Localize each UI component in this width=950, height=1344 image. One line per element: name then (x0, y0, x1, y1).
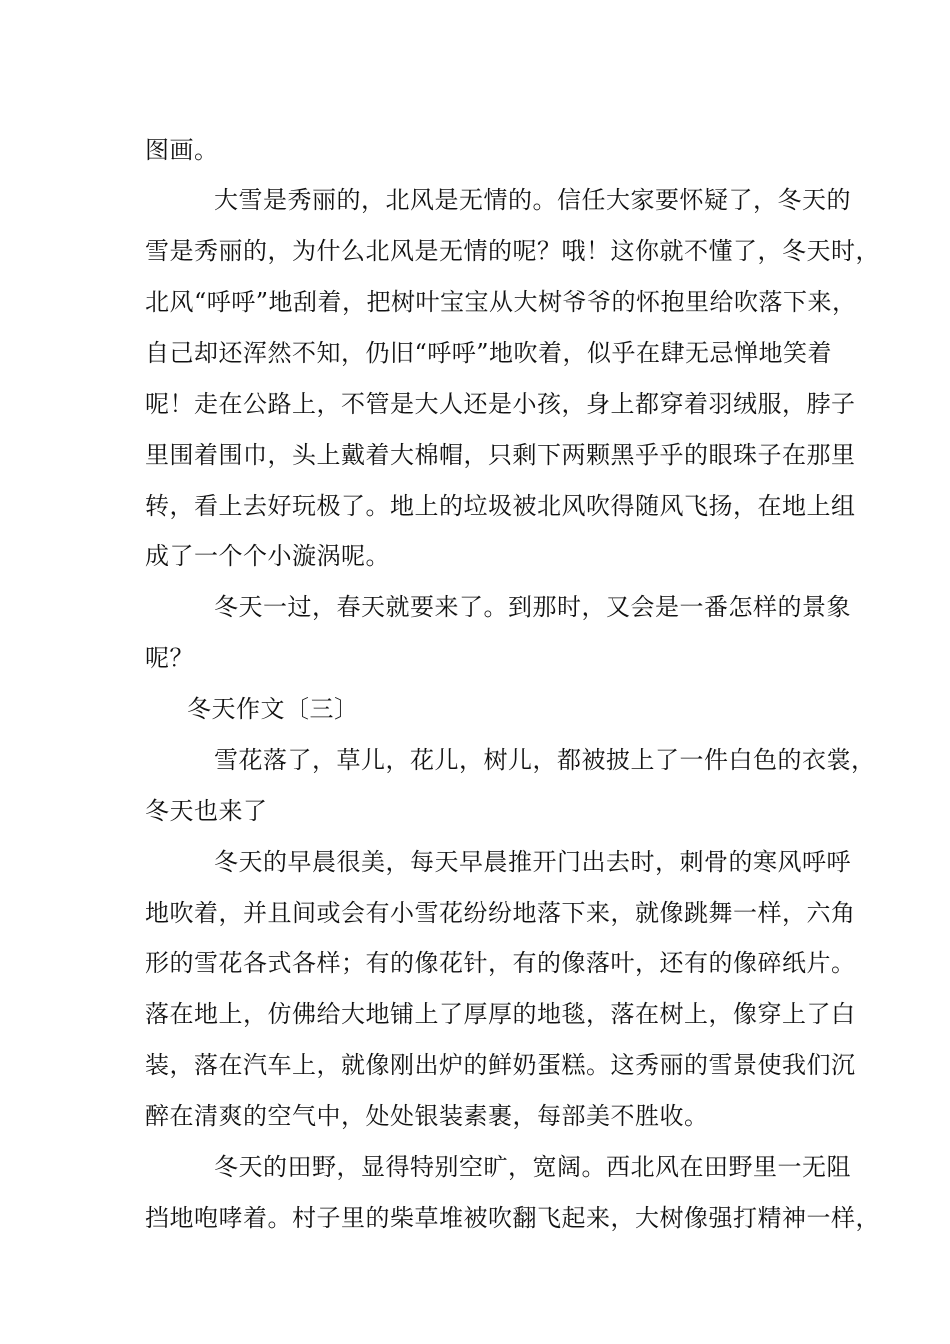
text-line: 地吹着，并且间或会有小雪花纷纷地落下来，就像跳舞一样，六角 (145, 899, 856, 927)
text-line: 形的雪花各式各样；有的像花针，有的像落叶，还有的像碎纸片。 (145, 949, 856, 977)
text-line: 成了一个个小漩涡呢。 (145, 542, 390, 570)
paragraph-start-line: 冬天的早晨很美，每天早晨推开门出去时，刺骨的寒风呼呼 (214, 848, 851, 876)
paragraph-start-line: 冬天一过，春天就要来了。到那时，又会是一番怎样的景象 (214, 593, 851, 621)
paragraph-start-line: 雪花落了，草儿，花儿，树儿，都被披上了一件白色的衣裳， (214, 746, 876, 774)
text-line: 呢？ (145, 644, 194, 672)
text-line: 雪是秀丽的，为什么北风是无情的呢？哦！这你就不懂了，冬天时， (145, 237, 880, 265)
text-line: 呢！走在公路上，不管是大人还是小孩，身上都穿着羽绒服，脖子 (145, 390, 856, 418)
section-heading: 冬天作文〔三〕 (187, 695, 359, 723)
text-line: 北风“呼呼”地刮着，把树叶宝宝从大树爷爷的怀抱里给吹落下来， (145, 288, 857, 316)
paragraph-start-line: 大雪是秀丽的，北风是无情的。信任大家要怀疑了，冬天的 (214, 186, 851, 214)
text-line: 冬天也来了 (145, 797, 268, 825)
text-line: 图画。 (145, 136, 219, 164)
text-line: 自己却还浑然不知，仍旧“呼呼”地吹着，似乎在肆无忌惮地笑着 (145, 339, 833, 367)
text-line: 落在地上，仿佛给大地铺上了厚厚的地毯，落在树上，像穿上了白 (145, 1000, 856, 1028)
paragraph-start-line: 冬天的田野，显得特别空旷，宽阔。西北风在田野里一无阻 (214, 1153, 851, 1181)
text-line: 转，看上去好玩极了。地上的垃圾被北风吹得随风飞扬，在地上组 (145, 492, 856, 520)
text-line: 挡地咆哮着。村子里的柴草堆被吹翻飞起来，大树像强打精神一样， (145, 1204, 880, 1232)
text-line: 装，落在汽车上，就像刚出炉的鲜奶蛋糕。这秀丽的雪景使我们沉 (145, 1051, 856, 1079)
text-line: 醉在清爽的空气中，处处银装素裹，每部美不胜收。 (145, 1102, 709, 1130)
text-line: 里围着围巾，头上戴着大棉帽，只剩下两颗黑乎乎的眼珠子在那里 (145, 441, 856, 469)
